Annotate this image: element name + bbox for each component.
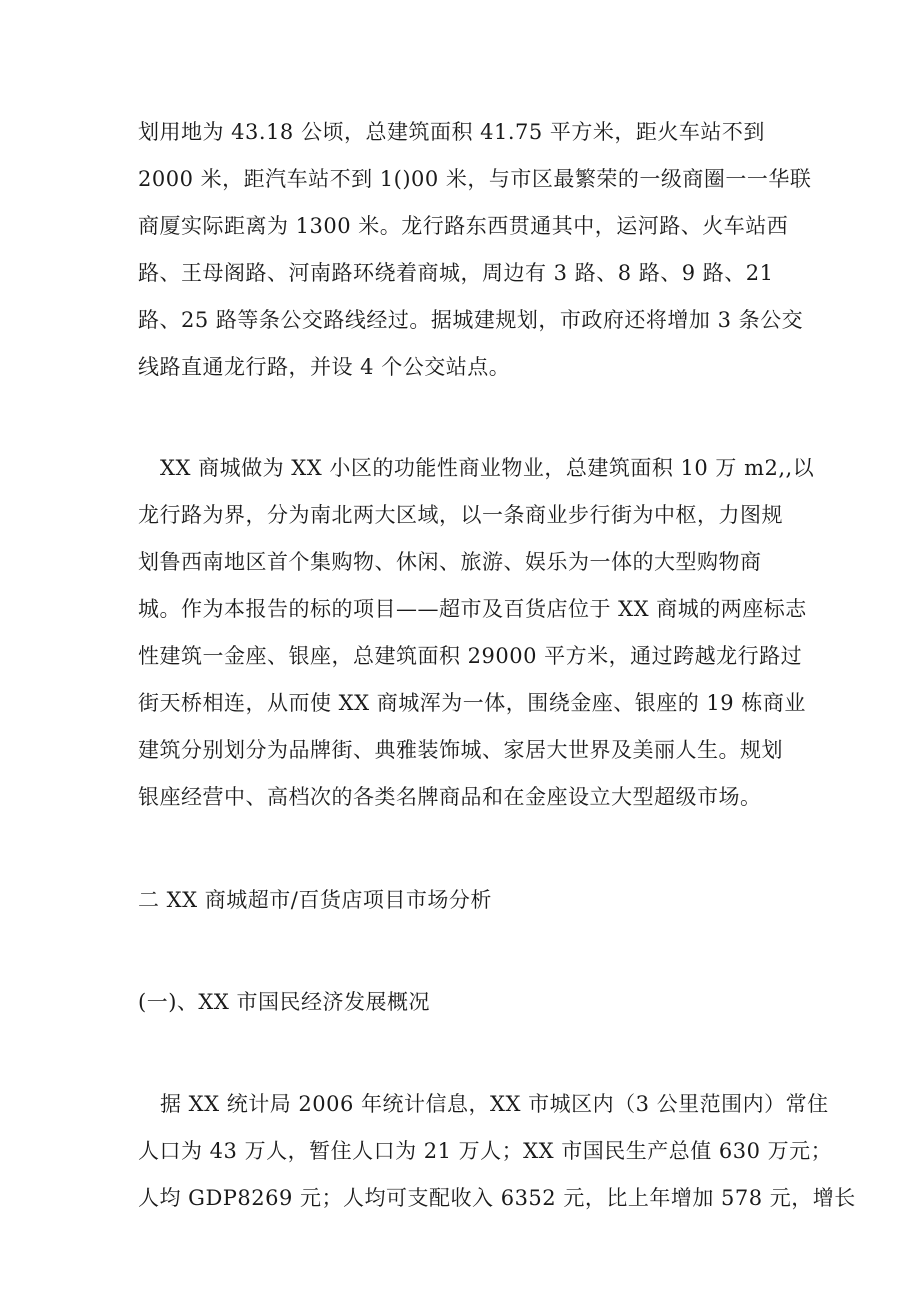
text-line: 路、25 路等条公交路线经过。据城建规划，市政府还将增加 3 条公交 <box>138 308 804 332</box>
text-line: 人均 GDP8269 元；人均可支配收入 6352 元，比上年增加 578 元，增长 <box>138 1186 856 1210</box>
text-line: 划鲁西南地区首个集购物、休闲、旅游、娱乐为一体的大型购物商 <box>138 550 762 574</box>
text-line: 街天桥相连，从而使 XX 商城浑为一体，围绕金座、银座的 19 栋商业 <box>138 691 806 715</box>
text-line: 建筑分别划分为品牌街、典雅装饰城、家居大世界及美丽人生。规划 <box>138 738 783 762</box>
text-line: 银座经营中、高档次的各类名牌商品和在金座设立大型超级市场。 <box>138 785 762 809</box>
text-line: 人口为 43 万人，暂住人口为 21 万人；XX 市国民生产总值 630 万元； <box>138 1139 833 1163</box>
text-line: 性建筑一金座、银座，总建筑面积 29000 平方米，通过跨越龙行路过 <box>138 644 803 668</box>
text-line: 划用地为 43.18 公顷，总建筑面积 41.75 平方米，距火车站不到 <box>138 120 765 144</box>
text-line: 线路直通龙行路，并设 4 个公交站点。 <box>138 355 511 379</box>
subsection-heading: (一)、XX 市国民经济发展概况 <box>138 990 430 1014</box>
text-line: 2000 米，距汽车站不到 1()00 米，与市区最繁荣的一级商圈一一华联 <box>138 167 812 191</box>
section-heading: 二 XX 商城超市/百货店项目市场分析 <box>138 888 492 912</box>
text-line: 商厦实际距离为 1300 米。龙行路东西贯通其中，运河路、火车站西 <box>138 214 789 238</box>
text-line: 城。作为本报告的标的项目——超市及百货店位于 XX 商城的两座标志 <box>138 597 807 621</box>
text-line: XX 商城做为 XX 小区的功能性商业物业，总建筑面积 10 万 m2,,以 <box>160 456 815 480</box>
text-line: 路、王母阁路、河南路环绕着商城，周边有 3 路、8 路、9 路、21 <box>138 261 774 285</box>
text-line: 据 XX 统计局 2006 年统计信息，XX 市城区内（3 公里范围内）常住 <box>160 1092 829 1116</box>
text-line: 龙行路为界，分为南北两大区域，以一条商业步行街为中枢，力图规 <box>138 503 783 527</box>
